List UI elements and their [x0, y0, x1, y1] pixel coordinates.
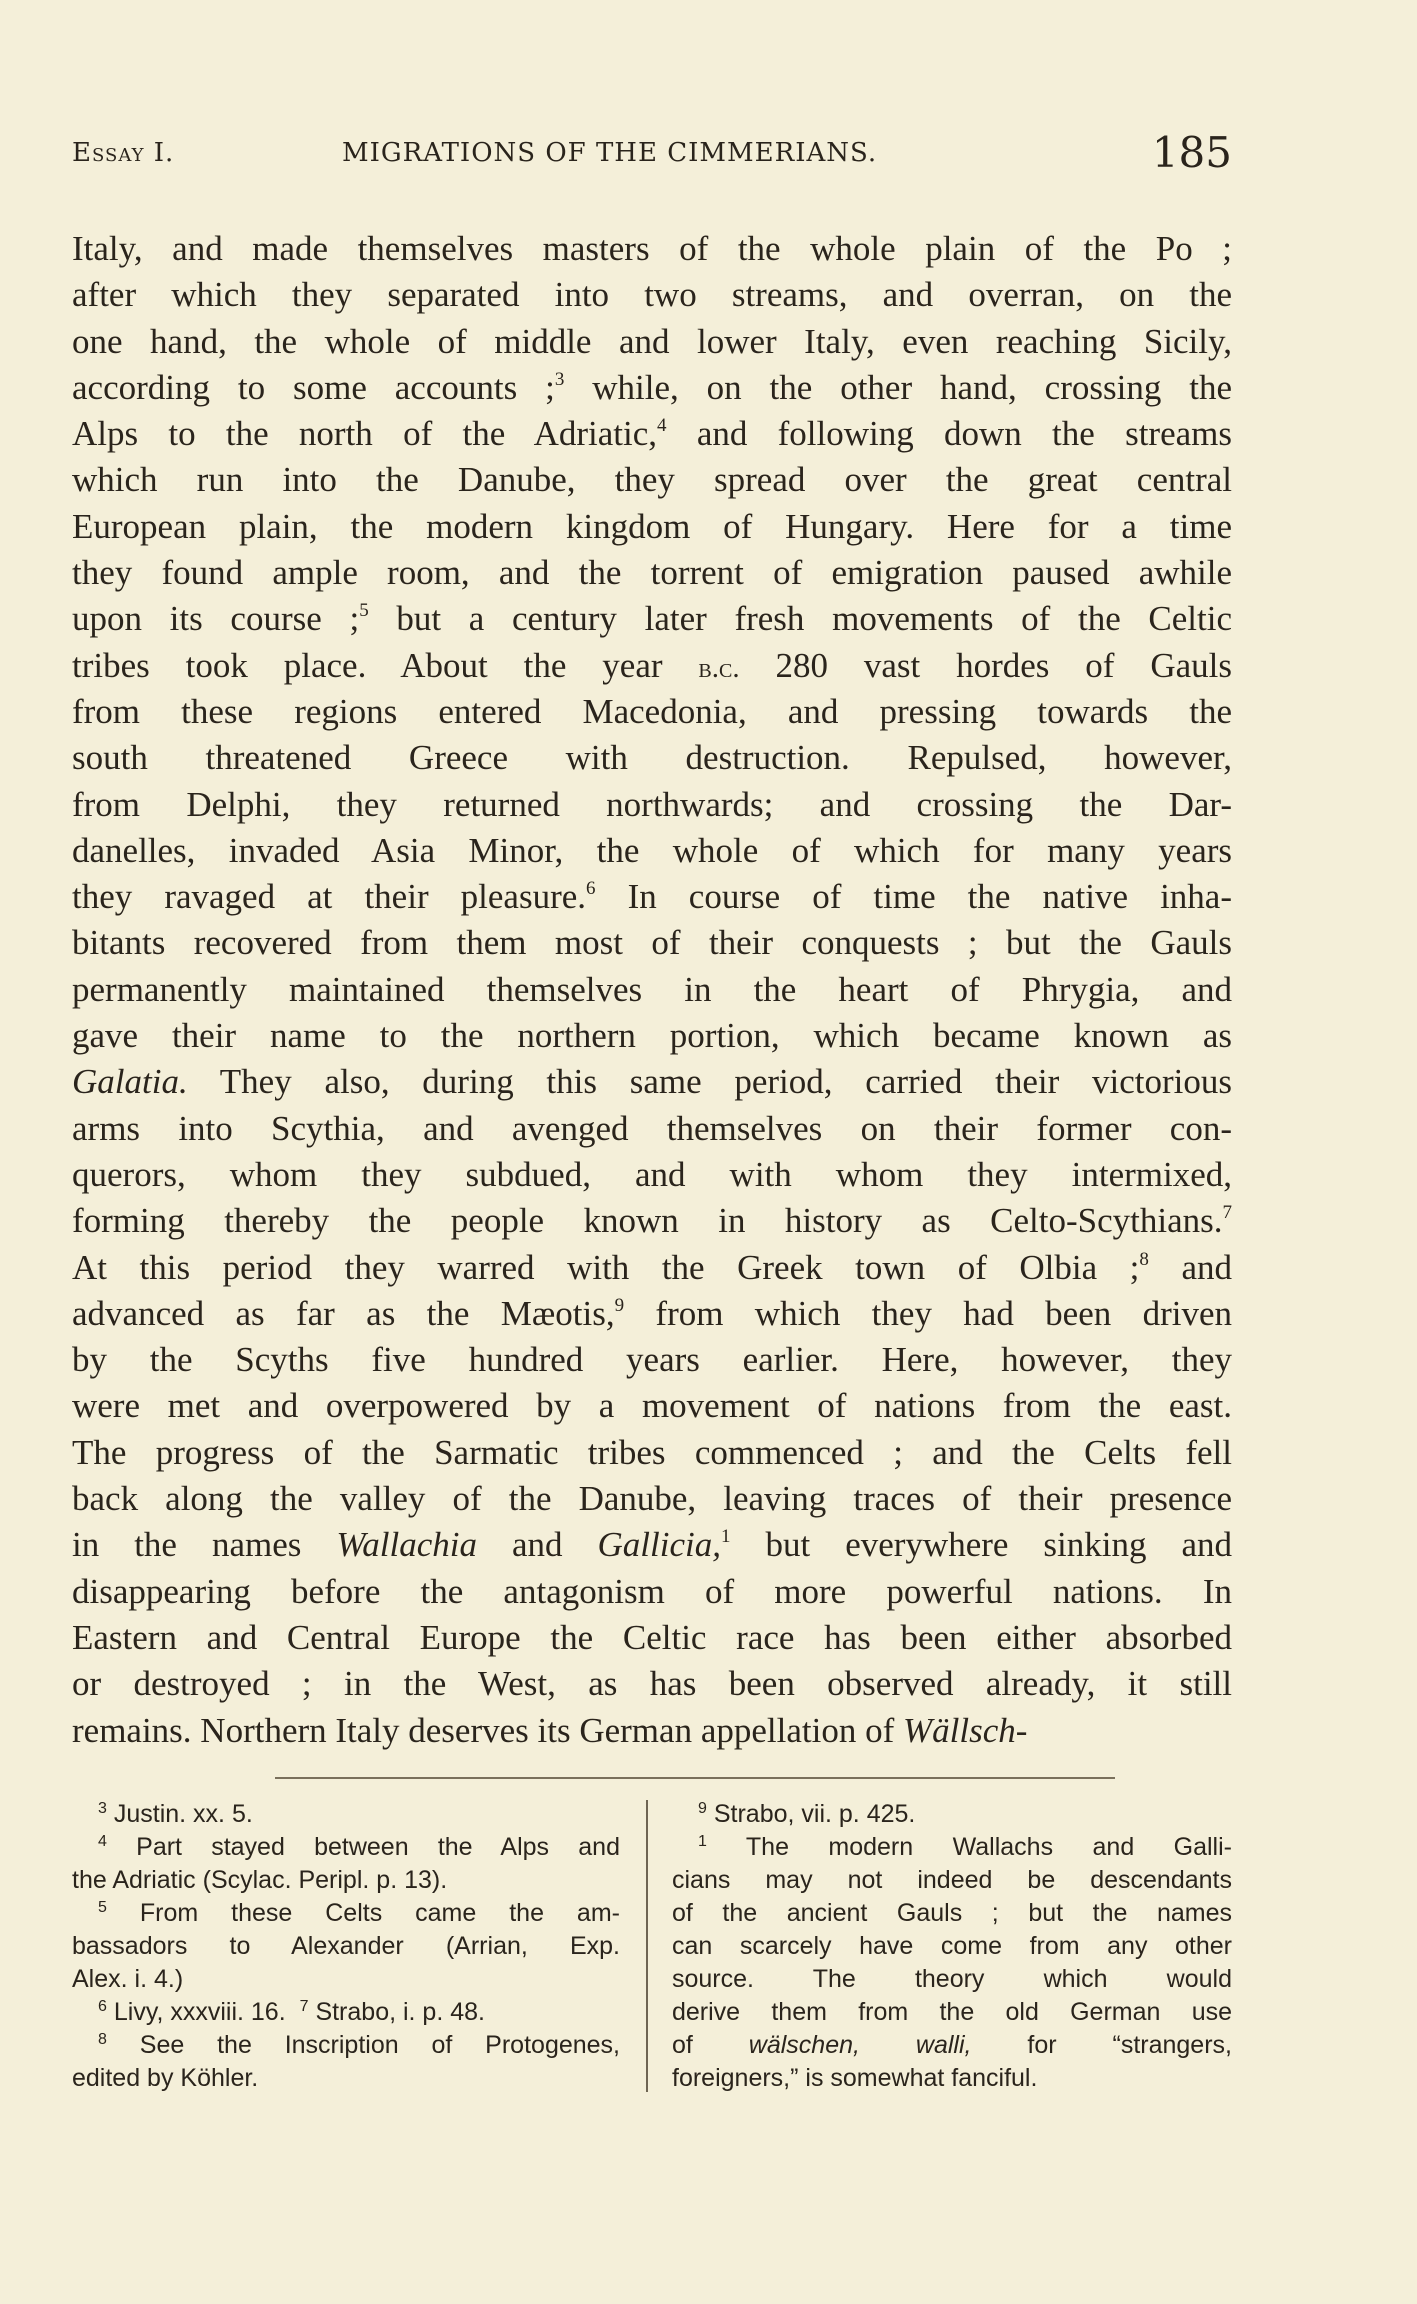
- text-line: bitants recovered from them most of their conquests ; but the Gauls: [72, 923, 1232, 963]
- footnote-ref: 3: [554, 368, 565, 390]
- text-line: back along the valley of the Danube, leaving traces of their presence: [72, 1479, 1232, 1519]
- text-line: disappearing before the antagonism of more powerful nations. In: [72, 1571, 1232, 1611]
- text-line: danelles, invaded Asia Minor, the whole of which for many years: [72, 830, 1232, 870]
- text-line: Alps to the north of the Adriatic,$^4$ and following down the streams: [72, 414, 1233, 454]
- text-line: which run into the Danube, they spread over the great central: [72, 460, 1232, 500]
- text-line: from Delphi, they returned northwards; and crossing the Dar-: [72, 784, 1232, 824]
- text-line: advanced as far as the Mæotis,$^9$ from which they had been driven: [72, 1293, 1232, 1333]
- text-line: European plain, the modern kingdom of Hungary. Here for a time: [72, 506, 1232, 546]
- essay-label: Essay I.: [72, 138, 175, 168]
- footnote-1-cont: of wälschen, walli, for “strangers,: [672, 2031, 1232, 2059]
- footnote-1-cont: of the ancient Gauls ; but the names: [672, 1899, 1232, 1927]
- footnote-1-end: foreigners,” is somewhat fanciful.: [672, 2064, 1038, 2092]
- text-line: after which they separated into two streams, and overran, on the: [72, 275, 1232, 315]
- footnote-column-divider: [646, 1800, 648, 2092]
- text-line: upon its course ;$^5$ but a century later fresh movements of the Celtic: [72, 599, 1233, 639]
- running-header: [72, 128, 1232, 188]
- footnote-8: $^8$ See the Inscription of Protogenes,: [98, 2031, 621, 2059]
- footnote-ref: 1: [721, 1526, 731, 1548]
- footnotes-left-column: [72, 1798, 620, 2095]
- text-line: At this period they warred with the Greek town of Olbia ;$^8$ and: [72, 1247, 1232, 1287]
- text-line: remains. Northern Italy deserves its German appellation of Wällsch-: [72, 1710, 1028, 1750]
- text-line: south threatened Greece with destruction. Repulsed, however,: [72, 738, 1232, 778]
- footnote-ref: 7: [1222, 1202, 1232, 1224]
- footnote-1: $^1$ The modern Wallachs and Galli-: [698, 1833, 1232, 1861]
- footnote-9: $^9$ Strabo, vii. p. 425.: [698, 1800, 916, 1828]
- text-line: from these regions entered Macedonia, and pressing towards the: [72, 691, 1232, 731]
- text-line: arms into Scythia, and avenged themselves on their former con-: [72, 1108, 1232, 1148]
- text-line: in the names Wallachia and Gallicia,$^1$ but everywhere sinking and: [72, 1525, 1232, 1565]
- footnote-5-end: Alex. i. 4.): [72, 1965, 184, 1993]
- text-line: querors, whom they subdued, and with whom they intermixed,: [72, 1154, 1232, 1194]
- text-line: one hand, the whole of middle and lower Italy, even reaching Sicily,: [72, 321, 1232, 361]
- text-line: or destroyed ; in the West, as has been observed already, it still: [72, 1664, 1232, 1704]
- footnote-ref: 9: [614, 1294, 625, 1316]
- footnote-1-cont: can scarcely have come from any other: [672, 1932, 1232, 1960]
- footnote-1-cont: derive them from the old German use: [672, 1998, 1232, 2026]
- text-line: according to some accounts ;$^3$ while, on the other hand, crossing the: [72, 367, 1232, 407]
- text-line: forming thereby the people known in history as Celto-Scythians.$^7$: [72, 1201, 1232, 1241]
- footnote-ref: 5: [359, 600, 369, 622]
- footnotes-right-column: [672, 1798, 1232, 2095]
- text-line: The progress of the Sarmatic tribes commenced ; and the Celts fell: [72, 1432, 1232, 1472]
- text-line: Galatia. They also, during this same period, carried their victorious: [72, 1062, 1232, 1102]
- footnote-ref: 8: [1139, 1248, 1149, 1270]
- footnote-3: $^3$ Justin. xx. 5.: [98, 1800, 253, 1828]
- text-line: permanently maintained themselves in the heart of Phrygia, and: [72, 969, 1232, 1009]
- footnote-5-cont: bassadors to Alexander (Arrian, Exp.: [72, 1932, 620, 1960]
- footnote-4-cont: the Adriatic (Scylac. Peripl. p. 13).: [72, 1866, 448, 1894]
- text-line: tribes took place. About the year b.c. 280 vast hordes of Gauls: [72, 645, 1232, 685]
- footnote-ref: 4: [657, 415, 667, 437]
- footnote-8-cont: edited by Köhler.: [72, 2064, 259, 2092]
- footnote-1-cont: source. The theory which would: [672, 1965, 1232, 1993]
- text-line: Eastern and Central Europe the Celtic race has been either absorbed: [72, 1617, 1232, 1657]
- footnote-rule: [275, 1777, 1115, 1779]
- text-line: they ravaged at their pleasure.$^6$ In course of time the native inha-: [72, 877, 1232, 917]
- text-line: by the Scyths five hundred years earlier. Here, however, they: [72, 1340, 1232, 1380]
- footnote-5: $^5$ From these Celts came the am-: [98, 1899, 620, 1927]
- text-line: gave their name to the northern portion, which became known as: [72, 1016, 1232, 1056]
- footnote-ref: 6: [586, 878, 596, 900]
- body-text: [72, 226, 1232, 1754]
- footnote-4: $^4$ Part stayed between the Alps and: [98, 1833, 620, 1861]
- text-line: they found ample room, and the torrent of emigration paused awhile: [72, 553, 1232, 593]
- footnote-6-7: $^6$ Livy, xxxviii. 16. $^7$ Strabo, i. p. 48.: [98, 1998, 485, 2026]
- page-number: 185: [1151, 128, 1232, 177]
- chapter-title: MIGRATIONS OF THE CIMMERIANS.: [342, 138, 878, 168]
- footnote-1-cont: cians may not indeed be descendants: [672, 1866, 1232, 1894]
- text-line: Italy, and made themselves masters of the whole plain of the Po ;: [72, 229, 1232, 268]
- text-line: were met and overpowered by a movement of nations from the east.: [72, 1386, 1232, 1426]
